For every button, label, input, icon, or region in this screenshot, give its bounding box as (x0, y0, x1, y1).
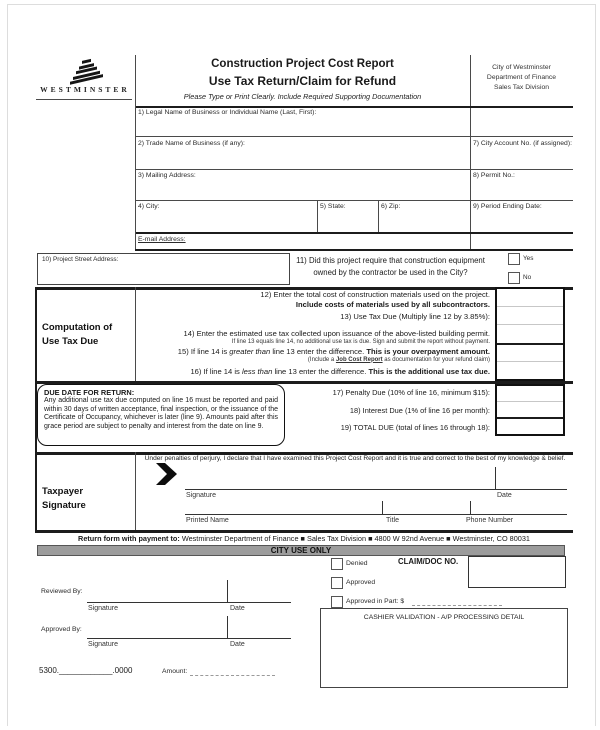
row-divider-3 (135, 200, 573, 201)
checkbox-no-label: No (523, 274, 532, 281)
amount-box-12-16 (495, 287, 565, 381)
field-label-email: E-mail Address: (138, 236, 186, 243)
field-label-period-ending: 9) Period Ending Date: (473, 203, 542, 210)
field-label-state: 5) State: (320, 203, 346, 210)
project-street-address-box[interactable] (37, 253, 290, 285)
question-11-line2: owned by the contractor be used in the City? (313, 267, 468, 277)
row-divider-4 (135, 232, 573, 234)
line-12-bold: Include costs of materials used by all subcontractors. (295, 300, 490, 309)
line-15-mid: line 13 enter the difference. (270, 347, 367, 356)
checkbox-approved-in-part-label: Approved in Part: $ (346, 598, 405, 605)
row-divider-2 (135, 169, 573, 170)
return-to-rest: Westminster Department of Finance ■ Sales Tax Division ■ 4800 W 92nd Avenue ■ Westminster, CO 80031 (179, 534, 530, 543)
line-16-italic: less than (241, 367, 273, 376)
signature-label-divider (135, 452, 136, 530)
amount-cell-line-12[interactable] (497, 289, 563, 306)
line-14-note: If line 13 equals line 14, no additional use tax is due. Sign and submit the report without payment. (231, 338, 490, 345)
amount-cell-line-18[interactable] (497, 401, 563, 417)
title-tick (382, 501, 383, 514)
reviewed-signature-label: Signature (88, 605, 118, 612)
city-use-only-bar: CITY USE ONLY (37, 545, 565, 556)
due-date-title: DUE DATE FOR RETURN: (44, 388, 135, 397)
line-12-text: 12) Enter the total cost of construction materials used on the project. (260, 290, 490, 299)
agency-line1: City of Westminster (492, 64, 551, 71)
line-16-mid: line 13 enter the difference. (272, 367, 369, 376)
amount-box-17-19 (495, 384, 565, 436)
reviewed-date-label: Date (230, 605, 245, 612)
signature-bottom-border (35, 530, 573, 533)
amount-cell-line-17[interactable] (497, 386, 563, 401)
claim-doc-box[interactable] (468, 556, 566, 588)
field-label-legal-name: 1) Legal Name of Business or Individual Name (Last, First): (138, 109, 317, 116)
checkbox-no[interactable] (508, 272, 520, 284)
printed-name-label: Printed Name (186, 517, 229, 524)
page-edge-top (7, 4, 596, 5)
question-11 (288, 255, 493, 278)
return-to-bold: Return form with payment to: (78, 534, 180, 543)
line-14-text: 14) Enter the estimated use tax collected upon issuance of the above-listed building permit. (183, 329, 490, 338)
signature-label: Signature (186, 492, 216, 499)
line-15-text (140, 347, 490, 356)
signature-line[interactable] (185, 489, 567, 490)
field-label-city-account: 7) City Account No. (if assigned): (473, 140, 572, 147)
field-label-project-address: 10) Project Street Address: (42, 256, 119, 263)
approved-date-tick (227, 616, 228, 638)
reviewed-signature-line[interactable] (87, 602, 291, 603)
amount-cell-line-16[interactable] (497, 361, 563, 379)
section-label-signature: Signature (42, 500, 86, 511)
date-label: Date (497, 492, 512, 499)
line-15-italic: greater than (229, 347, 271, 356)
account-code: 5300.____________.0000 (39, 666, 133, 675)
date-tick (495, 467, 496, 489)
line-17-text: 17) Penalty Due (10% of line 16, minimum $15): (332, 388, 490, 397)
form-title-line1: Construction Project Cost Report (211, 58, 394, 70)
checkbox-approved[interactable] (331, 577, 343, 589)
approved-by-label: Approved By: (41, 626, 82, 633)
question-11-line1: 11) Did this project require that construction equipment (296, 256, 485, 265)
amount-cell-line-15[interactable] (497, 343, 563, 361)
amount-cell-line-19[interactable] (497, 417, 563, 434)
printed-name-line[interactable] (185, 514, 567, 515)
claim-doc-label: CLAIM/DOC NO. (398, 557, 459, 566)
field-label-zip: 6) Zip: (381, 203, 401, 210)
phone-tick (470, 501, 471, 514)
cashier-validation-box (320, 608, 568, 688)
section-label-taxpayer: Taxpayer (42, 486, 84, 497)
agency-line2: Department of Finance (486, 74, 557, 81)
line-19-text: 19) TOTAL DUE (total of lines 16 through 18): (340, 423, 490, 432)
checkbox-yes[interactable] (508, 253, 520, 265)
line-15-note-bold: Job Cost Report (335, 356, 383, 363)
line-18-text: 18) Interest Due (1% of line 16 per month): (349, 406, 490, 415)
checkbox-yes-label: Yes (523, 255, 534, 262)
amount-cell-line-14[interactable] (497, 324, 563, 343)
amount-cell-line-13[interactable] (497, 306, 563, 324)
phone-label: Phone Number (466, 517, 514, 524)
grid-bottom-border (135, 249, 573, 251)
checkbox-approved-in-part[interactable] (331, 596, 343, 608)
checkbox-approved-label: Approved (346, 579, 376, 586)
line-15-note-post: as documentation for your refund claim) (382, 356, 490, 363)
line-15-note (140, 357, 490, 363)
form-title-line2: Use Tax Return/Claim for Refund (208, 74, 397, 88)
approved-in-part-amount-line[interactable] (412, 596, 502, 606)
computation-label-divider (135, 287, 136, 381)
approved-date-label: Date (230, 641, 245, 648)
amount-line[interactable] (190, 666, 275, 676)
page-edge-right (595, 4, 596, 726)
section-label-computation-2: Use Tax Due (42, 336, 99, 347)
line-15-pre: 15) If line 14 is (177, 347, 230, 356)
westminster-logo-icon (66, 55, 106, 87)
amount-label: Amount: (162, 668, 188, 675)
page-edge-left (7, 4, 8, 726)
section-label-computation-1: Computation of (42, 322, 113, 333)
reviewed-by-label: Reviewed By: (41, 588, 83, 595)
due-date-body: Any additional use tax due computed on line 16 must be reported and paid within 30 days of written acceptance, final inspection, or the issuance of the Certificate of Occupancy, whichever is later (line 9). Amounts paid after this grace period are subject to penalty and interest from the date on line 9. (44, 397, 278, 430)
state-cell-divider (317, 200, 318, 232)
line-13-text: 13) Use Tax Due (Multiply line 12 by 3.85%): (340, 312, 490, 321)
field-label-mailing-address: 3) Mailing Address: (138, 172, 196, 179)
logo-wordmark: WESTMINSTER (40, 85, 130, 94)
grid-left-divider (135, 106, 136, 249)
cashier-validation-title: CASHIER VALIDATION - A/P PROCESSING DETAIL (363, 614, 525, 621)
field-label-permit-no: 8) Permit No.: (473, 172, 515, 179)
field-label-trade-name: 2) Trade Name of Business (if any): (138, 140, 245, 147)
agency-line3: Sales Tax Division (493, 84, 550, 91)
form-instructions: Please Type or Print Clearly. Include Required Supporting Documentation (183, 92, 422, 101)
return-to-line (35, 534, 573, 543)
title-label: Title (386, 517, 399, 524)
approved-signature-line[interactable] (87, 638, 291, 639)
line-16-pre: 16) If line 14 is (190, 367, 242, 376)
row-divider-1 (135, 136, 573, 137)
checkbox-denied[interactable] (331, 558, 343, 570)
line-16-bold: This is the additional use tax due. (368, 367, 490, 376)
signature-arrow-icon (156, 463, 178, 485)
reviewed-date-tick (227, 580, 228, 602)
line-15-bold: This is your overpayment amount. (366, 347, 490, 356)
logo-underline (36, 99, 132, 100)
line-16-text (140, 367, 490, 376)
grid-top-border (135, 106, 573, 108)
approved-signature-label: Signature (88, 641, 118, 648)
perjury-statement: Under penalties of perjury, I declare that I have examined this Project Cost Report and it is true and correct to the best of my knowledge & belief. (144, 455, 566, 462)
checkbox-denied-label: Denied (346, 560, 368, 567)
line-15-note-pre: (Include a (307, 356, 336, 363)
field-label-city: 4) City: (138, 203, 160, 210)
zip-cell-divider (378, 200, 379, 232)
